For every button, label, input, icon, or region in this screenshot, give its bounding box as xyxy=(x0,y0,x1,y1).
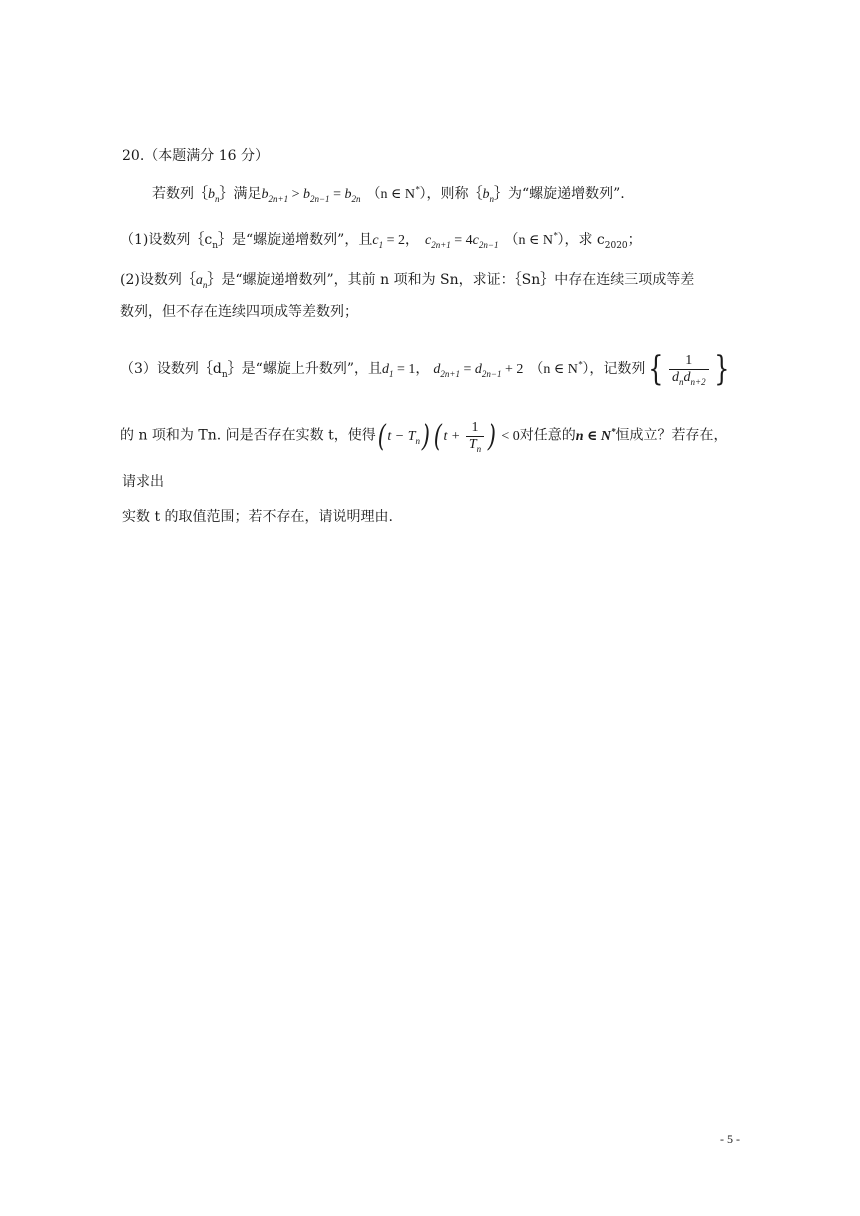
intro-prefix: 若数列｛ xyxy=(152,186,208,202)
seq-b-sub: n xyxy=(215,193,220,204)
c-domain-end: ） xyxy=(557,233,565,248)
d-rec-left-sub: 2n+1 xyxy=(440,368,460,379)
part1-mid: ｝是“螺旋递增数列”，且 xyxy=(218,232,373,248)
seq-a-sub: n xyxy=(202,279,208,290)
intro-suffix: ｝为“螺旋递增数列”. xyxy=(493,186,625,202)
part3-line4: 实数 t 的取值范围；若不存在，请说明理由. xyxy=(122,509,393,525)
d-domain-end: ） xyxy=(582,362,590,377)
part1-ask: ，求 c xyxy=(564,232,605,248)
ineq-lt-zero: < 0 xyxy=(497,428,520,444)
spiral-condition-formula xyxy=(261,184,427,204)
cond-n-sup: * xyxy=(611,426,616,437)
cond-eq: = xyxy=(329,187,345,202)
reciprocal-fraction xyxy=(669,353,709,386)
d1-letter: d xyxy=(382,362,389,377)
part1-ask-sub: 2020 xyxy=(604,240,628,251)
left-brace: { xyxy=(648,349,664,389)
ineq-frac-den-letter: T xyxy=(468,437,477,452)
seq-b2-symbol xyxy=(482,187,494,202)
seq-b-symbol xyxy=(208,187,220,202)
cond-domain: （n ∈ N xyxy=(366,187,415,202)
c-rec-right-sub: 2n−1 xyxy=(478,239,499,250)
part1-prefix: （1)设数列｛c xyxy=(120,232,213,248)
d1-sub: 1 xyxy=(389,368,394,379)
inequality-formula xyxy=(376,418,520,454)
d1-formula xyxy=(382,362,429,377)
part3-mid: ｝是“螺旋上升数列”，且 xyxy=(227,361,382,377)
c-domain: （n ∈ N xyxy=(504,233,553,248)
part2-line1 xyxy=(120,270,694,291)
d-rec-plus: + 2 xyxy=(501,362,524,377)
cond-n-formula xyxy=(575,426,616,444)
c-rec-eq: = 4 xyxy=(450,233,473,248)
part2-prefix: (2)设数列｛ xyxy=(120,272,196,288)
ineq-paren-close-1: ) xyxy=(421,418,431,454)
cond-n: n ∈ N xyxy=(575,428,612,444)
c1-value: = 2， xyxy=(383,233,419,248)
c-rec-right: c xyxy=(472,233,479,248)
ineq-paren-open-2: ( xyxy=(433,418,442,454)
seq-b2-sub: n xyxy=(489,193,494,204)
problem-heading: 20.（本题满分 16 分） xyxy=(122,148,269,164)
ineq-t-plus: t + xyxy=(443,428,464,444)
part3-line2-end: 恒成立？若存在， xyxy=(615,427,728,444)
cond-domain-sup: * xyxy=(414,184,420,195)
right-brace: } xyxy=(713,349,729,389)
ineq-paren-open-1: ( xyxy=(377,418,386,454)
cond-b2-sub: 2n−1 xyxy=(309,193,330,204)
d-domain: （n ∈ N xyxy=(529,362,578,377)
intro-mid1: ｝满足 xyxy=(219,186,262,202)
intro-mid2: ，则称｛ xyxy=(426,186,483,202)
frac-den-b-sub: n+2 xyxy=(690,376,706,387)
d-recurrence-formula xyxy=(433,359,590,379)
problem-intro xyxy=(152,184,625,205)
c1-sub: 1 xyxy=(378,239,384,250)
frac-den-b: d xyxy=(683,369,691,385)
d-rec-right: d xyxy=(474,362,482,377)
d-rec-right-sub: 2n−1 xyxy=(481,368,502,379)
ineq-paren-close-2: ) xyxy=(487,418,497,454)
cond-b1: b xyxy=(261,187,269,202)
d-domain-sup: * xyxy=(577,359,583,370)
page-number: - 5 - xyxy=(720,1132,740,1146)
cond-domain-end: ） xyxy=(419,187,427,202)
cond-gt: > xyxy=(288,187,303,202)
c1-letter: c xyxy=(372,233,379,248)
frac-den-a: d xyxy=(672,369,679,385)
c1-formula xyxy=(372,233,419,248)
seq-b-letter: b xyxy=(208,187,215,202)
ineq-fraction xyxy=(466,420,484,453)
seq-a-letter: a xyxy=(195,273,203,288)
d-rec-left: d xyxy=(433,362,441,377)
ineq-frac-den-sub: n xyxy=(476,443,482,454)
d1-value: = 1， xyxy=(393,362,430,377)
cond-b2: b xyxy=(302,187,310,202)
part3-prefix: （3）设数列｛d xyxy=(120,361,222,377)
part2-rest: ｝是“螺旋递增数列”，其前 n 项和为 Sn，求证：｛Sn｝中存在连续三项成等差 xyxy=(207,272,695,288)
cond-b3: b xyxy=(344,187,352,202)
cond-b3-sub: 2n xyxy=(351,193,361,204)
ineq-frac-den xyxy=(466,437,484,453)
c-rec-left: c xyxy=(424,233,432,248)
part3-line3: 请求出 xyxy=(122,474,164,490)
c-rec-left-sub: 2n+1 xyxy=(431,239,451,250)
ineq-t-minus: t − T xyxy=(387,428,416,444)
part2-line2: 数列，但不存在连续四项成等差数列； xyxy=(120,304,358,320)
frac-den-a-sub: n xyxy=(679,376,684,387)
part3-sub-n: n xyxy=(221,369,228,380)
ineq-frac-num: 1 xyxy=(466,420,484,437)
part1-end: ； xyxy=(627,232,642,248)
frac-numerator: 1 xyxy=(669,353,709,370)
part3-line1 xyxy=(120,349,732,389)
seq-b2-letter: b xyxy=(482,187,490,202)
seq-a-symbol xyxy=(196,273,208,288)
part1-sub-n: n xyxy=(212,240,219,251)
part3-line2-mid: 对任意的 xyxy=(519,427,576,444)
part3-line2-prefix: 的 n 项和为 Tn. 问是否存在实数 t，使得 xyxy=(120,427,376,444)
d-rec-eq: = xyxy=(459,362,475,377)
ineq-t-sub: n xyxy=(415,435,421,446)
frac-denominator xyxy=(669,370,709,386)
part3-record: ，记数列 xyxy=(589,361,646,377)
part3-line2 xyxy=(120,420,728,453)
c-domain-sup: * xyxy=(552,230,558,241)
part1-line xyxy=(120,230,642,251)
cond-b1-sub: 2n+1 xyxy=(268,193,289,204)
c-recurrence-formula xyxy=(424,230,565,250)
